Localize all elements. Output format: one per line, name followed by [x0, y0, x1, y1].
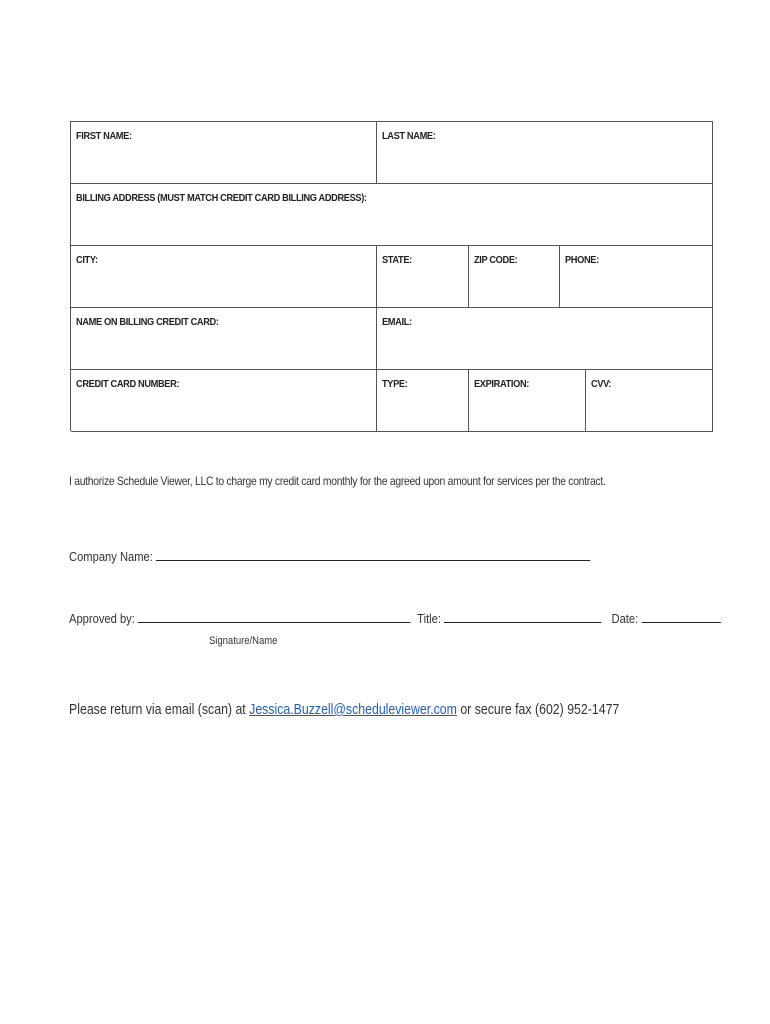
title-blank[interactable] — [444, 610, 601, 623]
expiration-cell[interactable] — [469, 370, 586, 432]
name-on-card-label: NAME ON BILLING CREDIT CARD: — [76, 316, 219, 328]
first-name-cell[interactable] — [71, 122, 377, 184]
expiration-label: EXPIRATION: — [474, 378, 529, 390]
cvv-cell[interactable] — [586, 370, 713, 432]
return-suffix: or secure fax (602) 952-1477 — [460, 702, 620, 718]
city-cell[interactable] — [71, 246, 377, 308]
card-type-label: TYPE: — [382, 378, 408, 390]
phone-label: PHONE: — [565, 254, 599, 266]
company-name-label: Company Name: — [69, 549, 153, 564]
first-name-label: FIRST NAME: — [76, 130, 132, 142]
billing-form-table — [70, 121, 713, 431]
return-instructions — [69, 702, 619, 718]
last-name-cell[interactable] — [377, 122, 713, 184]
zip-code-cell[interactable] — [469, 246, 560, 308]
company-name-blank[interactable] — [156, 548, 590, 561]
last-name-label: LAST NAME: — [382, 130, 436, 142]
approved-by-blank[interactable] — [138, 610, 411, 623]
date-label: Date: — [611, 611, 639, 626]
signature-caption: Signature/Name — [209, 635, 278, 647]
billing-address-label: BILLING ADDRESS (MUST MATCH CREDIT CARD BILLING ADDRESS): — [76, 192, 367, 204]
card-number-cell[interactable] — [71, 370, 377, 432]
date-blank[interactable] — [641, 610, 720, 623]
cvv-label: CVV: — [591, 378, 612, 390]
city-label: CITY: — [76, 254, 98, 266]
email-label: EMAIL: — [382, 316, 412, 328]
phone-cell[interactable] — [560, 246, 713, 308]
authorization-statement: I authorize Schedule Viewer, LLC to charge my credit card monthly for the agreed upon amount for services per the contract. — [69, 474, 606, 488]
approved-by-label: Approved by: — [69, 611, 135, 626]
card-number-label: CREDIT CARD NUMBER: — [76, 378, 180, 390]
name-on-card-cell[interactable] — [71, 308, 377, 370]
title-label: Title: — [417, 611, 442, 626]
company-name-line — [69, 548, 590, 564]
return-email-link[interactable]: Jessica.Buzzell@scheduleviewer.com — [249, 702, 457, 718]
billing-address-cell[interactable] — [71, 184, 713, 246]
state-label: STATE: — [382, 254, 412, 266]
zip-code-label: ZIP CODE: — [474, 254, 518, 266]
approval-line — [69, 610, 720, 626]
state-cell[interactable] — [377, 246, 469, 308]
card-type-cell[interactable] — [377, 370, 469, 432]
email-cell[interactable] — [377, 308, 713, 370]
return-prefix: Please return via email (scan) at — [69, 702, 246, 718]
